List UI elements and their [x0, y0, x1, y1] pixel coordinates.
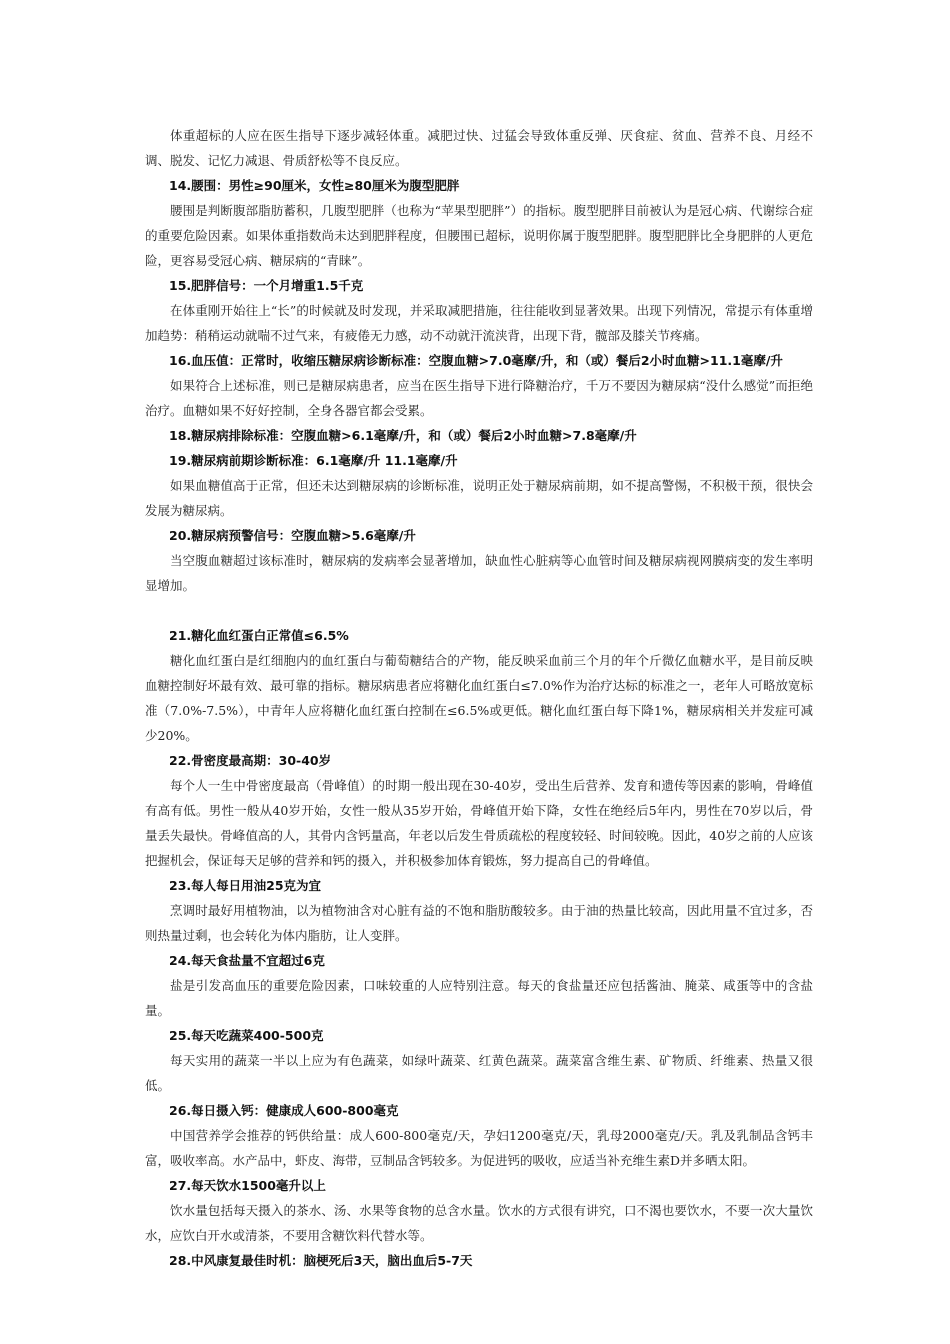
section-19-paragraph: 如果血糖值高于正常，但还未达到糖尿病的诊断标准，说明正处于糖尿病前期，如不提高警惕，不积极干预，很快会发展为糖尿病。 [145, 478, 813, 518]
section-24-paragraph: 盐是引发高血压的重要危险因素，口味较重的人应特别注意。每天的食盐量还应包括酱油、腌菜、咸蛋等中的含盐量。 [145, 978, 813, 1018]
section-24-heading: 24.每天食盐量不宜超过6克 [169, 953, 325, 968]
section-22-paragraph: 每个人一生中骨密度最高（骨峰值）的时期一般出现在30-40岁，受出生后营养、发育和遗传等因素的影响，骨峰值有高有低。男性一般从40岁开始，女性一般从35岁开始，骨峰值开始下降，女性在绝经后5年内，男性在70岁以后，骨量丢失最快。骨峰值高的人，其骨内含钙量高，年老以后发生骨质疏松的程度较轻、时间较晚。因此，40岁之前的人应该把握机会，保证每天足够的营养和钙的摄入，并积极参加体育锻炼，努力提高自己的骨峰值。 [145, 778, 813, 868]
section-21-heading: 21.糖化血红蛋白正常值≤6.5% [169, 628, 349, 643]
section-19-heading: 19.糖尿病前期诊断标准：6.1毫摩/升 11.1毫摩/升 [169, 453, 458, 468]
blank-line [145, 598, 813, 623]
section-14-paragraph: 腰围是判断腹部脂肪蓄积，几腹型肥胖（也称为“苹果型肥胖”）的指标。腹型肥胖目前被认为是冠心病、代谢综合症的重要危险因素。如果体重指数尚未达到肥胖程度，但腰围已超标，说明你属于腹型肥胖。腹型肥胖比全身肥胖的人更危险，更容易受冠心病、糖尿病的“青睐”。 [145, 203, 813, 268]
section-23-paragraph: 烹调时最好用植物油，以为植物油含对心脏有益的不饱和脂肪酸较多。由于油的热量比较高，因此用量不宜过多，否则热量过剩，也会转化为体内脂肪，让人变胖。 [145, 903, 813, 943]
intro-paragraph: 体重超标的人应在医生指导下逐步减轻体重。减肥过快、过猛会导致体重反弹、厌食症、贫血、营养不良、月经不调、脱发、记忆力减退、骨质舒松等不良反应。 [145, 128, 813, 168]
section-16-paragraph: 如果符合上述标准，则已是糖尿病患者，应当在医生指导下进行降糖治疗，千万不要因为糖尿病“没什么感觉”而拒绝治疗。血糖如果不好好控制，全身各器官都会受累。 [145, 378, 813, 418]
section-18-heading: 18.糖尿病排除标准：空腹血糖>6.1毫摩/升，和（或）餐后2小时血糖>7.8毫摩/升 [169, 428, 637, 443]
section-25-paragraph: 每天实用的蔬菜一半以上应为有色蔬菜，如绿叶蔬菜、红黄色蔬菜。蔬菜富含维生素、矿物质、纤维素、热量又很低。 [145, 1053, 813, 1093]
section-28-heading: 28.中风康复最佳时机：脑梗死后3天，脑出血后5-7天 [169, 1253, 473, 1268]
section-21-paragraph: 糖化血红蛋白是红细胞内的血红蛋白与葡萄糖结合的产物，能反映采血前三个月的年个斤微亿血糖水平，是目前反映血糖控制好坏最有效、最可靠的指标。糖尿病患者应将糖化血红蛋白≤7.0%作为治疗达标的标准之一，老年人可略放宽标准（7.0%-7.5%），中青年人应将糖化血红蛋白控制在≤6.5%或更低。糖化血红蛋白每下降1%，糖尿病相关并发症可减少20%。 [145, 653, 813, 743]
section-26-paragraph: 中国营养学会推荐的钙供给量：成人600-800毫克/天，孕妇1200毫克/天，乳母2000毫克/天。乳及乳制品含钙丰富，吸收率高。水产品中，虾皮、海带，豆制品含钙较多。为促进钙的吸收，应适当补充维生素D并多晒太阳。 [145, 1128, 813, 1168]
section-15-heading: 15.肥胖信号：一个月增重1.5千克 [169, 278, 364, 293]
section-16-heading: 16.血压值：正常时，收缩压糖尿病诊断标准：空腹血糖>7.0毫摩/升，和（或）餐后2小时血糖>11.1毫摩/升 [169, 353, 783, 368]
section-20-heading: 20.糖尿病预警信号：空腹血糖>5.6毫摩/升 [169, 528, 416, 543]
section-26-heading: 26.每日摄入钙：健康成人600-800毫克 [169, 1103, 399, 1118]
section-25-heading: 25.每天吃蔬菜400-500克 [169, 1028, 324, 1043]
section-22-heading: 22.骨密度最高期：30-40岁 [169, 753, 332, 768]
document-page [145, 123, 813, 1273]
section-27-heading: 27.每天饮水1500毫升以上 [169, 1178, 326, 1193]
section-27-paragraph: 饮水量包括每天摄入的茶水、汤、水果等食物的总含水量。饮水的方式很有讲究，口不渴也要饮水，不要一次大量饮水，应饮白开水或清茶，不要用含糖饮料代替水等。 [145, 1203, 813, 1243]
section-14-heading: 14.腰围：男性≥90厘米，女性≥80厘米为腹型肥胖 [169, 178, 460, 193]
section-23-heading: 23.每人每日用油25克为宜 [169, 878, 322, 893]
section-20-paragraph: 当空腹血糖超过该标准时，糖尿病的发病率会显著增加，缺血性心脏病等心血管时间及糖尿病视网膜病变的发生率明显增加。 [145, 553, 813, 593]
section-15-paragraph: 在体重刚开始往上“长”的时候就及时发现，并采取减肥措施，往往能收到显著效果。出现下列情况，常提示有体重增加趋势：稍稍运动就喘不过气来，有疲倦无力感，动不动就汗流浃背，出现下背，髋部及膝关节疼痛。 [145, 303, 813, 343]
